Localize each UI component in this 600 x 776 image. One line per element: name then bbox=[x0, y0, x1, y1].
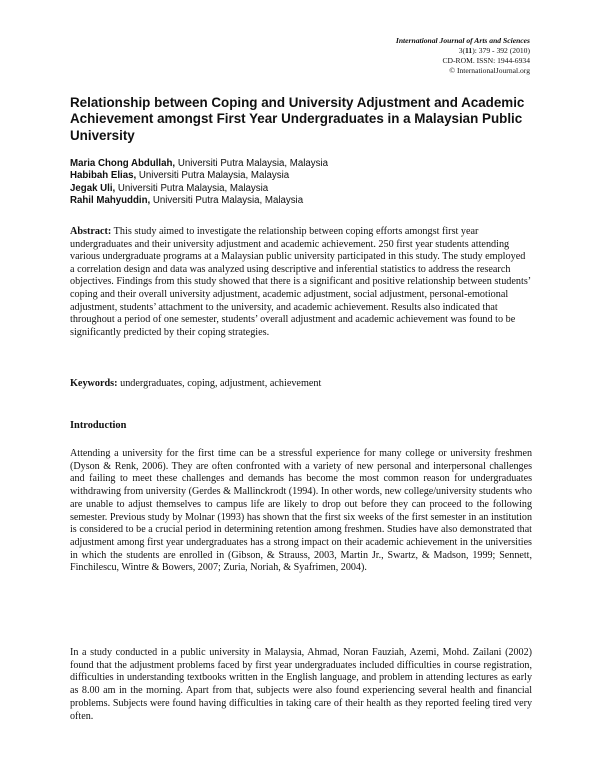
body-paragraph: In a study conducted in a public university in Malaysia, Ahmad, Noran Fauziah, Azemi, Mohd. Zailani (2002) found that the adjustment problems faced by first year undergraduates included difficulties in course registration, difficulties in understanding textbooks written in the English language, and problem in attending lectures as early as 8.00 am in the morning. Apart from that, subjects were also found experiencing several health and financial problems. Subjects were found having difficulties in taking care of their health as they reported feeling tired very often. bbox=[70, 647, 532, 722]
author-name: Rahil Mahyuddin, bbox=[70, 195, 151, 207]
author-list bbox=[70, 158, 540, 208]
author-affiliation: Universiti Putra Malaysia, Malaysia bbox=[175, 158, 329, 169]
journal-header bbox=[270, 36, 530, 76]
author-affiliation: Universiti Putra Malaysia, Malaysia bbox=[136, 170, 290, 182]
issue-number: 11 bbox=[465, 46, 473, 55]
paper-title: Relationship between Coping and University Adjustment and Academic Achievement amongst First Year Undergraduates in a Malaysian Public University bbox=[70, 95, 525, 143]
keywords-label: Keywords: bbox=[70, 378, 118, 389]
keywords-text: undergraduates, coping, adjustment, achievement bbox=[117, 378, 322, 389]
keywords bbox=[70, 378, 532, 391]
abstract-text: This study aimed to investigate the relationship between coping efforts amongst first year undergraduates and their university adjustment and academic achievement. 250 first year students attending various undergraduate programs at a Malaysian public university participated in this study. The study employed a correlation design and data was analyzed using descriptive and inferential statistics to address the research objectives. Findings from this study showed that there is a significant and positive relationship between students’ coping and their overall university adjustment, academic adjustment, social adjustment, personal-emotional adjustment, students’ attachment to the university, and academic achievement. Results also indicated that throughout a period of one semester, students’ overall adjustment and academic achievement was found to be significantly predicted by their coping strategies. bbox=[70, 226, 531, 338]
abstract-label: Abstract: bbox=[70, 226, 112, 237]
body-paragraph: Attending a university for the first time can be a stressful experience for many college or university freshmen (Dyson & Renk, 2006). They are often confronted with a variety of new personal and interpersonal challenges and failing to meet these challenges and demands has become the most common reason for undergraduates withdrawing from university (Gerdes & Mallinckrodt (1994). In other words, new college/university students who are unable to adjust themselves to campus life are likely to drop out before they can proceed to the following semester. Previous study by Molnar (1993) has shown that the first six weeks of the first semester in an institution is considered to be a crucial period in determining retention among freshmen. Studies have also demonstrated that adjustment among first year undergraduates has a strong impact on their academic achievement in the universities in which the students are enrolled in (Gibson, & Strauss, 2003, Martin Jr., Swartz, & Madson, 1999; Sennett, Finchilescu, Wintre & Bowers, 2007; Zuria, Noriah, & Syafrimen, 2004). bbox=[70, 448, 532, 574]
volume-number: 3( bbox=[458, 46, 466, 55]
author-name: Maria Chong Abdullah, bbox=[70, 158, 176, 169]
author-entry bbox=[70, 158, 540, 170]
author-entry bbox=[70, 195, 540, 207]
section-heading-introduction: Introduction bbox=[70, 420, 127, 431]
abstract bbox=[70, 226, 532, 339]
copyright-line: © InternationalJournal.org bbox=[449, 66, 530, 75]
page-range: ): 379 - 392 (2010) bbox=[472, 46, 530, 55]
author-affiliation: Universiti Putra Malaysia, Malaysia bbox=[115, 182, 269, 194]
volume-line bbox=[270, 46, 530, 56]
author-entry bbox=[70, 170, 540, 182]
author-affiliation: Universiti Putra Malaysia, Malaysia bbox=[150, 195, 304, 207]
journal-name: International Journal of Arts and Sciences bbox=[395, 36, 530, 45]
issn-line: CD-ROM. ISSN: 1944-6934 bbox=[442, 56, 530, 65]
author-entry bbox=[70, 183, 540, 195]
author-name: Habibah Elias, bbox=[70, 170, 137, 182]
author-name: Jegak Uli, bbox=[70, 182, 116, 194]
